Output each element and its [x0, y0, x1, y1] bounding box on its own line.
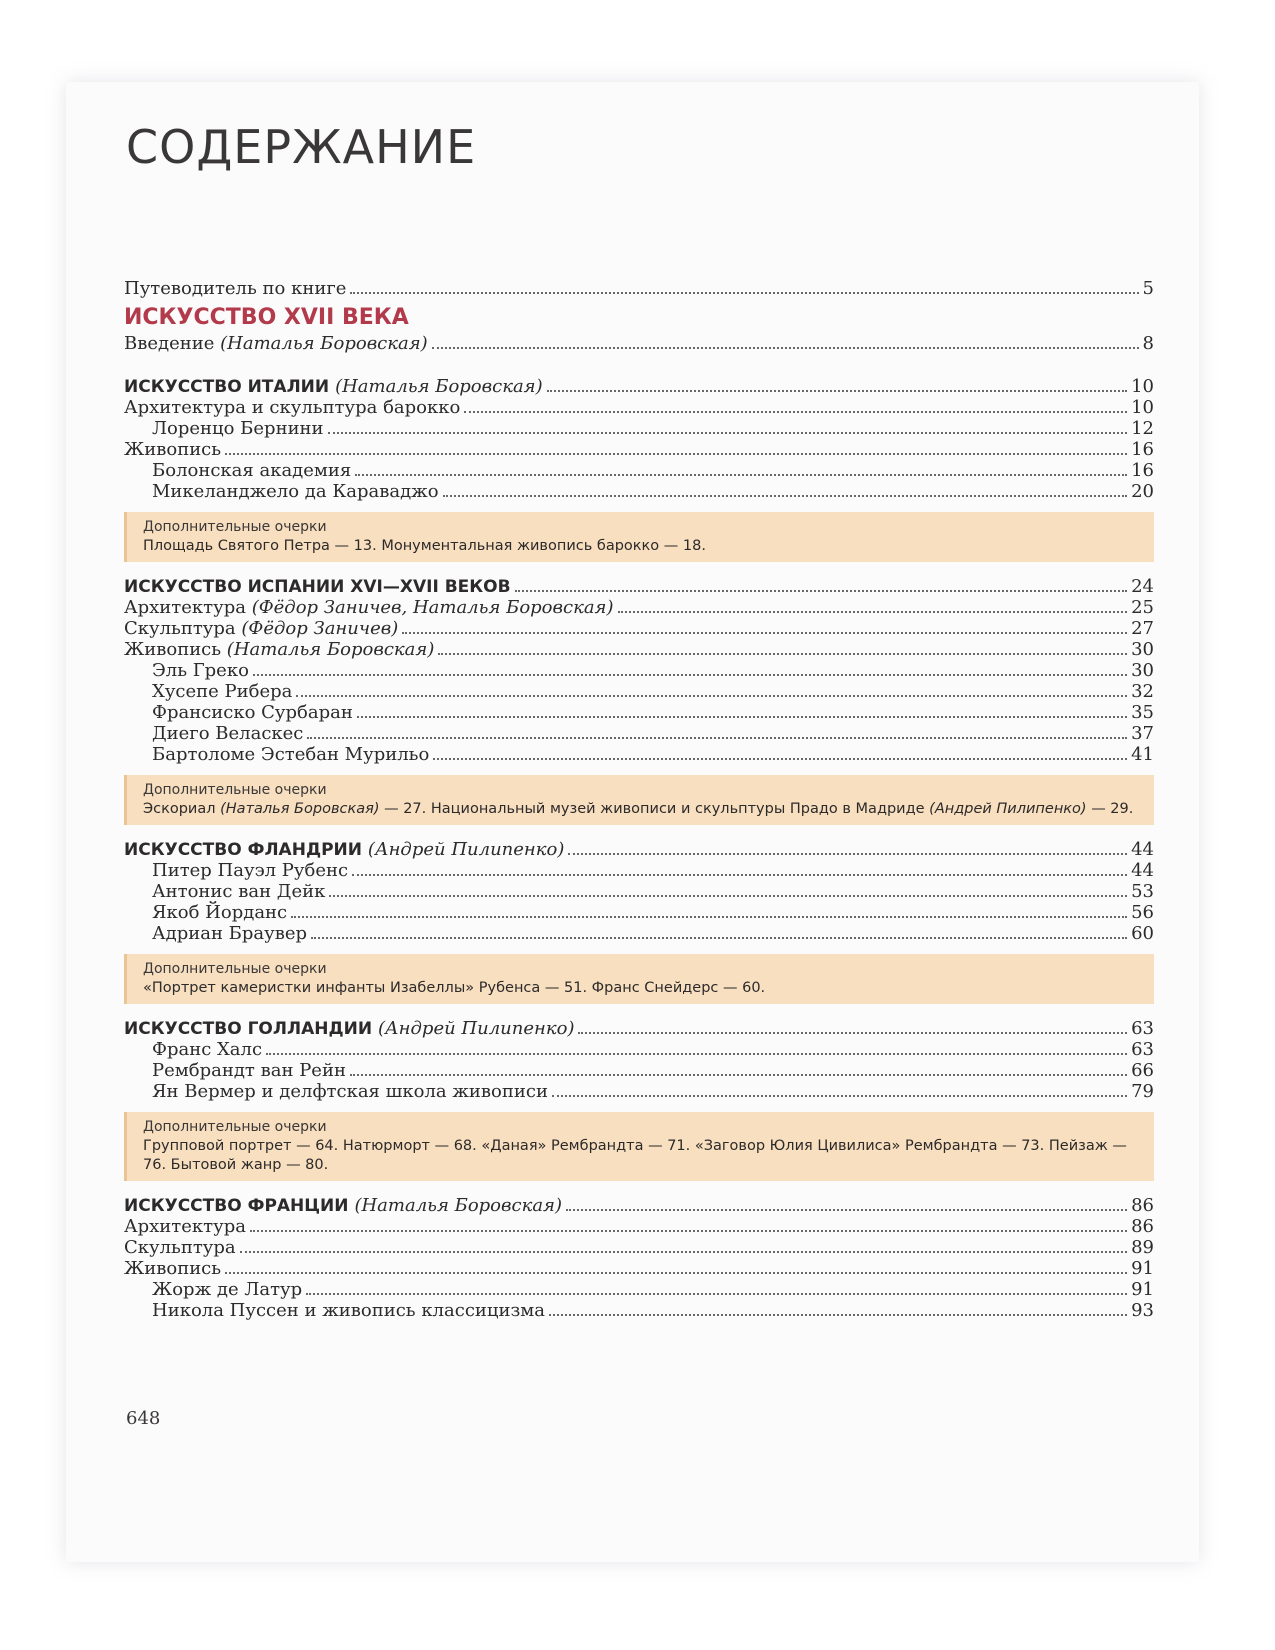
page-ref: 10 [1131, 376, 1154, 397]
chapter-france: ИСКУССТВО ФРАНЦИИ (Наталья Боровская) 86 [124, 1195, 1154, 1216]
toc-row: Адриан Браувер 60 [152, 923, 1154, 944]
toc-row: Франсиско Сурбаран 35 [152, 702, 1154, 723]
chapter-spain: ИСКУССТВО ИСПАНИИ XVI—XVII ВЕКОВ 24 [124, 576, 1154, 597]
box-title: Дополнительные очерки [143, 519, 327, 535]
toc-row: Никола Пуссен и живопись классицизма 93 [152, 1300, 1154, 1321]
box-text: Эскориал (Наталья Боровская) — 27. Национальный музей живописи и скульптуры Прадо в Мадриде (Андрей Пилипенко) — 29. [143, 801, 1134, 817]
toc-row: Якоб Йорданс 56 [152, 902, 1154, 923]
toc-row: Антонис ван Дейк 53 [152, 881, 1154, 902]
toc-row: Живопись 91 [124, 1258, 1154, 1279]
section-heading: ИСКУССТВО XVII ВЕКА [124, 305, 409, 330]
toc-row: Болонская академия 16 [152, 460, 1154, 481]
toc-row-intro: Введение (Наталья Боровская) 8 [124, 333, 1154, 354]
toc-row: Жорж де Латур 91 [152, 1279, 1154, 1300]
box-title: Дополнительные очерки [143, 1119, 327, 1135]
box-text: «Портрет камеристки инфанты Изабеллы» Рубенса — 51. Франс Снейдерс — 60. [143, 980, 766, 996]
extra-essays-box [124, 512, 1154, 562]
extra-essays-box [124, 775, 1154, 825]
toc-row: Архитектура (Фёдор Заничев, Наталья Боровская) 25 [124, 597, 1154, 618]
toc-row: Живопись (Наталья Боровская) 30 [124, 639, 1154, 660]
toc-row: Хусепе Рибера 32 [152, 681, 1154, 702]
toc-row: Архитектура 86 [124, 1216, 1154, 1237]
box-title: Дополнительные очерки [143, 782, 327, 798]
extra-essays-box [124, 1112, 1154, 1181]
toc-row: Бартоломе Эстебан Мурильо 41 [152, 744, 1154, 765]
toc-row-guide: Путеводитель по книге 5 [124, 278, 1154, 299]
box-title: Дополнительные очерки [143, 961, 327, 977]
toc-row: Рембрандт ван Рейн 66 [152, 1060, 1154, 1081]
page-ref: 8 [1142, 333, 1154, 354]
toc-row: Диего Веласкес 37 [152, 723, 1154, 744]
toc-row: Скульптура (Фёдор Заничев) 27 [124, 618, 1154, 639]
author: (Наталья Боровская) [220, 333, 428, 354]
toc-row: Питер Пауэл Рубенс 44 [152, 860, 1154, 881]
page-title: СОДЕРЖАНИЕ [126, 120, 477, 174]
table-of-contents [124, 278, 1154, 1321]
chapter-flanders: ИСКУССТВО ФЛАНДРИИ (Андрей Пилипенко) 44 [124, 839, 1154, 860]
page-number: 648 [126, 1408, 161, 1429]
leader-dots [547, 390, 1127, 392]
author: (Наталья Боровская) [335, 376, 543, 397]
extra-essays-box [124, 954, 1154, 1004]
chapter-holland: ИСКУССТВО ГОЛЛАНДИИ (Андрей Пилипенко) 63 [124, 1018, 1154, 1039]
box-text: Групповой портрет — 64. Натюрморт — 68. «Даная» Рембрандта — 71. «Заговор Юлия Цивилиса» Рембрандта — 73. Пейзаж — 76. Бытовой жанр — 80. [143, 1138, 1127, 1173]
page-ref: 5 [1142, 278, 1154, 299]
toc-row: Живопись 16 [124, 439, 1154, 460]
toc-row: Франс Халс 63 [152, 1039, 1154, 1060]
toc-row: Ян Вермер и делфтская школа живописи 79 [152, 1081, 1154, 1102]
toc-row: Микеланджело да Караваджо 20 [152, 481, 1154, 502]
toc-row: Лоренцо Бернини 12 [152, 418, 1154, 439]
toc-row: Эль Греко 30 [152, 660, 1154, 681]
toc-row: Архитектура и скульптура барокко 10 [124, 397, 1154, 418]
leader-dots [432, 347, 1139, 349]
chapter-italy: ИСКУССТВО ИТАЛИИ (Наталья Боровская) 10 [124, 376, 1154, 397]
box-text: Площадь Святого Петра — 13. Монументальная живопись барокко — 18. [143, 538, 706, 554]
toc-row: Скульптура 89 [124, 1237, 1154, 1258]
leader-dots [350, 292, 1138, 294]
